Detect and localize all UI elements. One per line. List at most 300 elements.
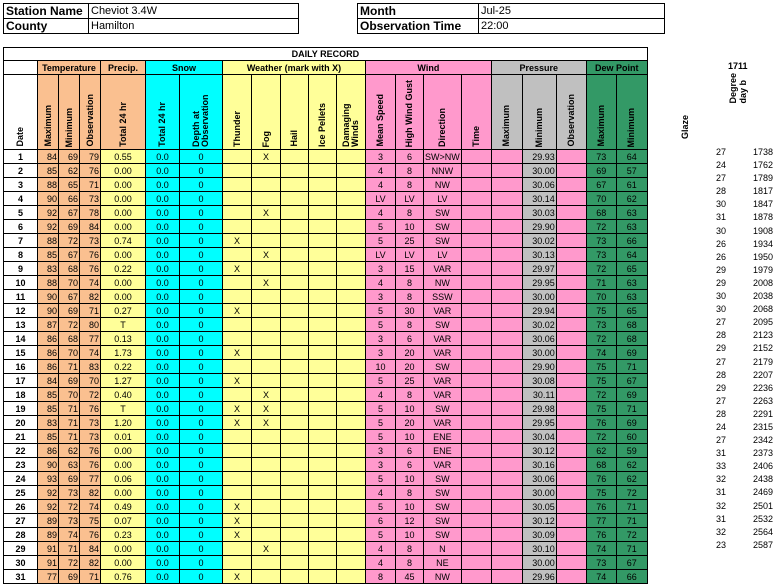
cell-wind-mean-speed[interactable]: 5	[366, 374, 396, 388]
cell-ice-pellets[interactable]	[309, 374, 337, 388]
cell-pressure-max[interactable]	[491, 514, 522, 528]
cell-pressure-obs[interactable]	[556, 248, 586, 262]
cell-ice-pellets[interactable]	[309, 528, 337, 542]
cell-dewpoint-min[interactable]: 72	[616, 486, 647, 500]
cell-dewpoint-min[interactable]: 72	[616, 528, 647, 542]
cell-snow-depth[interactable]: 0	[180, 388, 223, 402]
cell-temp-obs[interactable]: 74	[80, 346, 101, 360]
cell-precip-total[interactable]: 0.06	[101, 472, 146, 486]
cell-pressure-max[interactable]	[491, 528, 522, 542]
cell-hail[interactable]	[281, 304, 309, 318]
cell-wind-direction[interactable]: SW	[424, 234, 462, 248]
cell-fog[interactable]	[252, 178, 281, 192]
cell-pressure-min[interactable]: 30.14	[522, 192, 556, 206]
cell-hail[interactable]	[281, 374, 309, 388]
cell-temp-obs[interactable]: 77	[80, 332, 101, 346]
cell-damaging-winds[interactable]	[337, 360, 366, 374]
cell-dewpoint-min[interactable]: 62	[616, 472, 647, 486]
cell-pressure-max[interactable]	[491, 304, 522, 318]
cell-precip-total[interactable]: 0.13	[101, 332, 146, 346]
cell-pressure-obs[interactable]	[556, 528, 586, 542]
cell-wind-direction[interactable]: VAR	[424, 458, 462, 472]
cell-hail[interactable]	[281, 556, 309, 570]
cell-wind-mean-speed[interactable]: 4	[366, 206, 396, 220]
cell-wind-high-gust[interactable]: 10	[396, 472, 424, 486]
cell-ice-pellets[interactable]	[309, 556, 337, 570]
cell-hail[interactable]	[281, 360, 309, 374]
cell-temp-max[interactable]: 93	[38, 472, 59, 486]
cell-dewpoint-min[interactable]: 62	[616, 192, 647, 206]
cell-dewpoint-max[interactable]: 62	[586, 444, 616, 458]
cell-pressure-obs[interactable]	[556, 430, 586, 444]
cell-pressure-min[interactable]: 29.90	[522, 220, 556, 234]
cell-hail[interactable]	[281, 150, 309, 164]
cell-pressure-obs[interactable]	[556, 206, 586, 220]
cell-wind-high-gust[interactable]: 25	[396, 234, 424, 248]
cell-precip-total[interactable]: 0.00	[101, 556, 146, 570]
cell-wind-mean-speed[interactable]: 4	[366, 164, 396, 178]
cell-pressure-max[interactable]	[491, 192, 522, 206]
cell-wind-direction[interactable]: ENE	[424, 430, 462, 444]
cell-temp-min[interactable]: 71	[59, 416, 80, 430]
cell-wind-time[interactable]	[461, 458, 491, 472]
cell-wind-high-gust[interactable]: 6	[396, 458, 424, 472]
cell-snow-total[interactable]: 0.0	[146, 304, 180, 318]
cell-ice-pellets[interactable]	[309, 486, 337, 500]
cell-temp-max[interactable]: 90	[38, 192, 59, 206]
cell-wind-direction[interactable]: SW	[424, 360, 462, 374]
cell-temp-obs[interactable]: 74	[80, 500, 101, 514]
cell-snow-total[interactable]: 0.0	[146, 374, 180, 388]
cell-hail[interactable]	[281, 206, 309, 220]
cell-dewpoint-max[interactable]: 69	[586, 164, 616, 178]
cell-temp-max[interactable]: 86	[38, 444, 59, 458]
cell-wind-mean-speed[interactable]: 5	[366, 318, 396, 332]
cell-dewpoint-min[interactable]: 64	[616, 248, 647, 262]
cell-thunder[interactable]	[223, 430, 252, 444]
cell-temp-min[interactable]: 74	[59, 528, 80, 542]
cell-precip-total[interactable]: 0.00	[101, 276, 146, 290]
cell-hail[interactable]	[281, 178, 309, 192]
cell-damaging-winds[interactable]	[337, 248, 366, 262]
cell-wind-mean-speed[interactable]: 3	[366, 290, 396, 304]
cell-temp-max[interactable]: 90	[38, 290, 59, 304]
cell-temp-obs[interactable]: 71	[80, 570, 101, 584]
cell-snow-depth[interactable]: 0	[180, 206, 223, 220]
cell-thunder[interactable]: X	[223, 374, 252, 388]
cell-snow-depth[interactable]: 0	[180, 304, 223, 318]
cell-pressure-max[interactable]	[491, 374, 522, 388]
cell-ice-pellets[interactable]	[309, 332, 337, 346]
cell-damaging-winds[interactable]	[337, 178, 366, 192]
cell-pressure-min[interactable]: 30.12	[522, 444, 556, 458]
cell-temp-min[interactable]: 73	[59, 514, 80, 528]
cell-temp-min[interactable]: 72	[59, 234, 80, 248]
cell-hail[interactable]	[281, 164, 309, 178]
cell-snow-total[interactable]: 0.0	[146, 150, 180, 164]
cell-pressure-max[interactable]	[491, 556, 522, 570]
cell-temp-max[interactable]: 84	[38, 374, 59, 388]
cell-snow-depth[interactable]: 0	[180, 570, 223, 584]
cell-temp-min[interactable]: 72	[59, 500, 80, 514]
cell-pressure-max[interactable]	[491, 206, 522, 220]
cell-dewpoint-min[interactable]: 63	[616, 276, 647, 290]
cell-snow-depth[interactable]: 0	[180, 472, 223, 486]
cell-wind-direction[interactable]: VAR	[424, 416, 462, 430]
cell-wind-high-gust[interactable]: 6	[396, 150, 424, 164]
cell-wind-high-gust[interactable]: 10	[396, 500, 424, 514]
cell-snow-depth[interactable]: 0	[180, 248, 223, 262]
cell-pressure-min[interactable]: 29.96	[522, 570, 556, 584]
cell-pressure-obs[interactable]	[556, 192, 586, 206]
cell-temp-max[interactable]: 88	[38, 178, 59, 192]
cell-temp-max[interactable]: 90	[38, 304, 59, 318]
cell-dewpoint-max[interactable]: 70	[586, 290, 616, 304]
cell-pressure-min[interactable]: 30.06	[522, 178, 556, 192]
cell-fog[interactable]	[252, 346, 281, 360]
cell-dewpoint-min[interactable]: 61	[616, 178, 647, 192]
cell-wind-high-gust[interactable]: 20	[396, 346, 424, 360]
cell-hail[interactable]	[281, 262, 309, 276]
cell-precip-total[interactable]: 0.74	[101, 234, 146, 248]
cell-wind-direction[interactable]: VAR	[424, 346, 462, 360]
cell-wind-time[interactable]	[461, 332, 491, 346]
cell-precip-total[interactable]: 0.00	[101, 206, 146, 220]
cell-snow-total[interactable]: 0.0	[146, 290, 180, 304]
cell-dewpoint-min[interactable]: 68	[616, 332, 647, 346]
cell-precip-total[interactable]: 0.55	[101, 150, 146, 164]
cell-snow-total[interactable]: 0.0	[146, 570, 180, 584]
cell-wind-direction[interactable]: VAR	[424, 374, 462, 388]
cell-fog[interactable]	[252, 164, 281, 178]
cell-wind-mean-speed[interactable]: 5	[366, 416, 396, 430]
cell-pressure-max[interactable]	[491, 486, 522, 500]
cell-fog[interactable]	[252, 360, 281, 374]
cell-wind-mean-speed[interactable]: 4	[366, 388, 396, 402]
cell-pressure-max[interactable]	[491, 150, 522, 164]
cell-dewpoint-min[interactable]: 62	[616, 458, 647, 472]
cell-pressure-obs[interactable]	[556, 472, 586, 486]
cell-damaging-winds[interactable]	[337, 262, 366, 276]
cell-ice-pellets[interactable]	[309, 416, 337, 430]
cell-hail[interactable]	[281, 416, 309, 430]
cell-precip-total[interactable]: T	[101, 318, 146, 332]
cell-fog[interactable]: X	[252, 150, 281, 164]
cell-thunder[interactable]	[223, 388, 252, 402]
cell-ice-pellets[interactable]	[309, 500, 337, 514]
cell-temp-max[interactable]: 85	[38, 430, 59, 444]
cell-dewpoint-max[interactable]: 73	[586, 248, 616, 262]
cell-wind-mean-speed[interactable]: 5	[366, 402, 396, 416]
cell-thunder[interactable]: X	[223, 234, 252, 248]
cell-wind-direction[interactable]: SW	[424, 206, 462, 220]
cell-wind-direction[interactable]: SW	[424, 500, 462, 514]
cell-temp-obs[interactable]: 71	[80, 178, 101, 192]
cell-snow-total[interactable]: 0.0	[146, 486, 180, 500]
cell-wind-mean-speed[interactable]: 3	[366, 444, 396, 458]
cell-precip-total[interactable]: 0.76	[101, 570, 146, 584]
cell-temp-max[interactable]: 91	[38, 542, 59, 556]
cell-wind-direction[interactable]: VAR	[424, 388, 462, 402]
cell-hail[interactable]	[281, 276, 309, 290]
cell-hail[interactable]	[281, 192, 309, 206]
cell-ice-pellets[interactable]	[309, 220, 337, 234]
cell-wind-time[interactable]	[461, 444, 491, 458]
cell-wind-high-gust[interactable]: 8	[396, 388, 424, 402]
station-name-value[interactable]: Cheviot 3.4W	[89, 4, 299, 19]
cell-pressure-obs[interactable]	[556, 570, 586, 584]
cell-temp-min[interactable]: 72	[59, 556, 80, 570]
cell-ice-pellets[interactable]	[309, 206, 337, 220]
cell-pressure-min[interactable]: 29.95	[522, 276, 556, 290]
cell-hail[interactable]	[281, 528, 309, 542]
cell-thunder[interactable]	[223, 178, 252, 192]
cell-hail[interactable]	[281, 486, 309, 500]
cell-fog[interactable]: X	[252, 206, 281, 220]
cell-temp-obs[interactable]: 73	[80, 416, 101, 430]
cell-wind-mean-speed[interactable]: 4	[366, 276, 396, 290]
cell-dewpoint-min[interactable]: 63	[616, 290, 647, 304]
cell-thunder[interactable]: X	[223, 500, 252, 514]
cell-thunder[interactable]	[223, 542, 252, 556]
cell-pressure-min[interactable]: 30.02	[522, 318, 556, 332]
cell-pressure-obs[interactable]	[556, 542, 586, 556]
cell-pressure-max[interactable]	[491, 430, 522, 444]
cell-wind-time[interactable]	[461, 192, 491, 206]
cell-temp-obs[interactable]: 70	[80, 374, 101, 388]
cell-temp-min[interactable]: 72	[59, 318, 80, 332]
cell-thunder[interactable]	[223, 318, 252, 332]
cell-snow-depth[interactable]: 0	[180, 528, 223, 542]
cell-temp-min[interactable]: 68	[59, 332, 80, 346]
cell-temp-min[interactable]: 71	[59, 430, 80, 444]
cell-damaging-winds[interactable]	[337, 346, 366, 360]
cell-wind-mean-speed[interactable]: 5	[366, 500, 396, 514]
cell-wind-direction[interactable]: ENE	[424, 444, 462, 458]
cell-temp-max[interactable]: 88	[38, 234, 59, 248]
cell-pressure-obs[interactable]	[556, 290, 586, 304]
cell-damaging-winds[interactable]	[337, 570, 366, 584]
cell-pressure-max[interactable]	[491, 416, 522, 430]
cell-snow-total[interactable]: 0.0	[146, 360, 180, 374]
cell-dewpoint-max[interactable]: 75	[586, 374, 616, 388]
cell-thunder[interactable]	[223, 164, 252, 178]
cell-dewpoint-min[interactable]: 60	[616, 430, 647, 444]
cell-pressure-obs[interactable]	[556, 304, 586, 318]
cell-wind-direction[interactable]: NNW	[424, 164, 462, 178]
cell-pressure-max[interactable]	[491, 262, 522, 276]
cell-dewpoint-min[interactable]: 69	[616, 346, 647, 360]
cell-dewpoint-max[interactable]: 76	[586, 472, 616, 486]
cell-pressure-min[interactable]: 30.00	[522, 164, 556, 178]
cell-dewpoint-max[interactable]: 73	[586, 556, 616, 570]
cell-dewpoint-max[interactable]: 70	[586, 192, 616, 206]
cell-fog[interactable]	[252, 528, 281, 542]
cell-damaging-winds[interactable]	[337, 220, 366, 234]
cell-snow-depth[interactable]: 0	[180, 164, 223, 178]
cell-wind-high-gust[interactable]: 10	[396, 430, 424, 444]
cell-wind-high-gust[interactable]: 6	[396, 332, 424, 346]
cell-wind-direction[interactable]: VAR	[424, 332, 462, 346]
cell-wind-high-gust[interactable]: 20	[396, 360, 424, 374]
cell-fog[interactable]	[252, 290, 281, 304]
cell-fog[interactable]	[252, 304, 281, 318]
cell-pressure-max[interactable]	[491, 346, 522, 360]
cell-hail[interactable]	[281, 234, 309, 248]
cell-wind-time[interactable]	[461, 472, 491, 486]
cell-temp-min[interactable]: 69	[59, 304, 80, 318]
cell-snow-depth[interactable]: 0	[180, 192, 223, 206]
cell-pressure-obs[interactable]	[556, 416, 586, 430]
cell-wind-direction[interactable]: SW	[424, 402, 462, 416]
cell-pressure-min[interactable]: 29.93	[522, 150, 556, 164]
cell-damaging-winds[interactable]	[337, 332, 366, 346]
cell-temp-max[interactable]: 92	[38, 220, 59, 234]
cell-thunder[interactable]	[223, 556, 252, 570]
cell-fog[interactable]	[252, 500, 281, 514]
cell-fog[interactable]: X	[252, 248, 281, 262]
cell-snow-total[interactable]: 0.0	[146, 192, 180, 206]
cell-snow-total[interactable]: 0.0	[146, 220, 180, 234]
cell-dewpoint-max[interactable]: 75	[586, 360, 616, 374]
cell-pressure-obs[interactable]	[556, 262, 586, 276]
cell-wind-high-gust[interactable]: 8	[396, 178, 424, 192]
cell-temp-max[interactable]: 77	[38, 570, 59, 584]
cell-ice-pellets[interactable]	[309, 150, 337, 164]
cell-pressure-obs[interactable]	[556, 164, 586, 178]
cell-snow-depth[interactable]: 0	[180, 290, 223, 304]
cell-wind-high-gust[interactable]: 20	[396, 416, 424, 430]
cell-pressure-obs[interactable]	[556, 332, 586, 346]
cell-wind-mean-speed[interactable]: 4	[366, 542, 396, 556]
cell-wind-time[interactable]	[461, 318, 491, 332]
cell-ice-pellets[interactable]	[309, 542, 337, 556]
cell-wind-time[interactable]	[461, 388, 491, 402]
cell-snow-depth[interactable]: 0	[180, 360, 223, 374]
cell-fog[interactable]	[252, 570, 281, 584]
cell-pressure-obs[interactable]	[556, 178, 586, 192]
cell-damaging-winds[interactable]	[337, 528, 366, 542]
cell-precip-total[interactable]: 0.23	[101, 528, 146, 542]
month-value[interactable]: Jul-25	[479, 4, 665, 19]
cell-wind-mean-speed[interactable]: LV	[366, 248, 396, 262]
cell-temp-obs[interactable]: 76	[80, 444, 101, 458]
cell-temp-max[interactable]: 85	[38, 402, 59, 416]
cell-temp-obs[interactable]: 76	[80, 248, 101, 262]
cell-thunder[interactable]: X	[223, 262, 252, 276]
cell-pressure-min[interactable]: 30.04	[522, 430, 556, 444]
cell-wind-mean-speed[interactable]: 5	[366, 430, 396, 444]
cell-wind-mean-speed[interactable]: 4	[366, 556, 396, 570]
cell-damaging-winds[interactable]	[337, 472, 366, 486]
cell-ice-pellets[interactable]	[309, 290, 337, 304]
cell-fog[interactable]	[252, 332, 281, 346]
cell-dewpoint-max[interactable]: 72	[586, 332, 616, 346]
cell-wind-mean-speed[interactable]: 5	[366, 234, 396, 248]
cell-wind-direction[interactable]: NW	[424, 570, 462, 584]
cell-temp-min[interactable]: 71	[59, 360, 80, 374]
cell-wind-direction[interactable]: VAR	[424, 304, 462, 318]
cell-pressure-max[interactable]	[491, 276, 522, 290]
cell-wind-time[interactable]	[461, 248, 491, 262]
cell-temp-min[interactable]: 71	[59, 542, 80, 556]
cell-snow-total[interactable]: 0.0	[146, 472, 180, 486]
cell-fog[interactable]	[252, 374, 281, 388]
cell-damaging-winds[interactable]	[337, 276, 366, 290]
cell-snow-total[interactable]: 0.0	[146, 416, 180, 430]
cell-wind-high-gust[interactable]: 12	[396, 514, 424, 528]
cell-pressure-max[interactable]	[491, 234, 522, 248]
cell-damaging-winds[interactable]	[337, 150, 366, 164]
cell-thunder[interactable]: X	[223, 346, 252, 360]
cell-dewpoint-max[interactable]: 76	[586, 528, 616, 542]
cell-temp-min[interactable]: 69	[59, 220, 80, 234]
cell-pressure-min[interactable]: 29.94	[522, 304, 556, 318]
cell-temp-max[interactable]: 86	[38, 360, 59, 374]
cell-thunder[interactable]	[223, 220, 252, 234]
cell-dewpoint-min[interactable]: 68	[616, 318, 647, 332]
cell-pressure-max[interactable]	[491, 178, 522, 192]
cell-wind-time[interactable]	[461, 290, 491, 304]
cell-fog[interactable]	[252, 458, 281, 472]
cell-temp-obs[interactable]: 79	[80, 150, 101, 164]
cell-temp-min[interactable]: 69	[59, 150, 80, 164]
cell-wind-mean-speed[interactable]: 3	[366, 332, 396, 346]
cell-temp-max[interactable]: 85	[38, 388, 59, 402]
cell-wind-high-gust[interactable]: LV	[396, 192, 424, 206]
cell-wind-high-gust[interactable]: 8	[396, 318, 424, 332]
cell-pressure-obs[interactable]	[556, 318, 586, 332]
cell-thunder[interactable]: X	[223, 304, 252, 318]
cell-hail[interactable]	[281, 514, 309, 528]
cell-wind-direction[interactable]: N	[424, 542, 462, 556]
cell-wind-time[interactable]	[461, 570, 491, 584]
cell-snow-depth[interactable]: 0	[180, 430, 223, 444]
cell-dewpoint-max[interactable]: 77	[586, 514, 616, 528]
cell-snow-total[interactable]: 0.0	[146, 234, 180, 248]
cell-pressure-min[interactable]: 29.95	[522, 416, 556, 430]
cell-hail[interactable]	[281, 542, 309, 556]
cell-wind-mean-speed[interactable]: 3	[366, 458, 396, 472]
cell-fog[interactable]: X	[252, 276, 281, 290]
cell-snow-depth[interactable]: 0	[180, 556, 223, 570]
cell-dewpoint-min[interactable]: 71	[616, 514, 647, 528]
cell-pressure-max[interactable]	[491, 458, 522, 472]
cell-dewpoint-max[interactable]: 76	[586, 500, 616, 514]
cell-dewpoint-max[interactable]: 71	[586, 276, 616, 290]
cell-hail[interactable]	[281, 444, 309, 458]
cell-wind-mean-speed[interactable]: 6	[366, 514, 396, 528]
cell-hail[interactable]	[281, 430, 309, 444]
cell-temp-obs[interactable]: 75	[80, 514, 101, 528]
cell-hail[interactable]	[281, 318, 309, 332]
cell-fog[interactable]: X	[252, 542, 281, 556]
cell-dewpoint-max[interactable]: 76	[586, 416, 616, 430]
cell-dewpoint-min[interactable]: 65	[616, 304, 647, 318]
cell-wind-direction[interactable]: SW	[424, 220, 462, 234]
cell-ice-pellets[interactable]	[309, 178, 337, 192]
cell-ice-pellets[interactable]	[309, 570, 337, 584]
cell-wind-direction[interactable]: SW	[424, 514, 462, 528]
cell-pressure-min[interactable]: 30.10	[522, 542, 556, 556]
cell-wind-direction[interactable]: NE	[424, 556, 462, 570]
cell-wind-direction[interactable]: SW	[424, 318, 462, 332]
cell-dewpoint-min[interactable]: 59	[616, 444, 647, 458]
cell-temp-obs[interactable]: 72	[80, 388, 101, 402]
cell-pressure-obs[interactable]	[556, 388, 586, 402]
cell-damaging-winds[interactable]	[337, 388, 366, 402]
cell-thunder[interactable]	[223, 150, 252, 164]
